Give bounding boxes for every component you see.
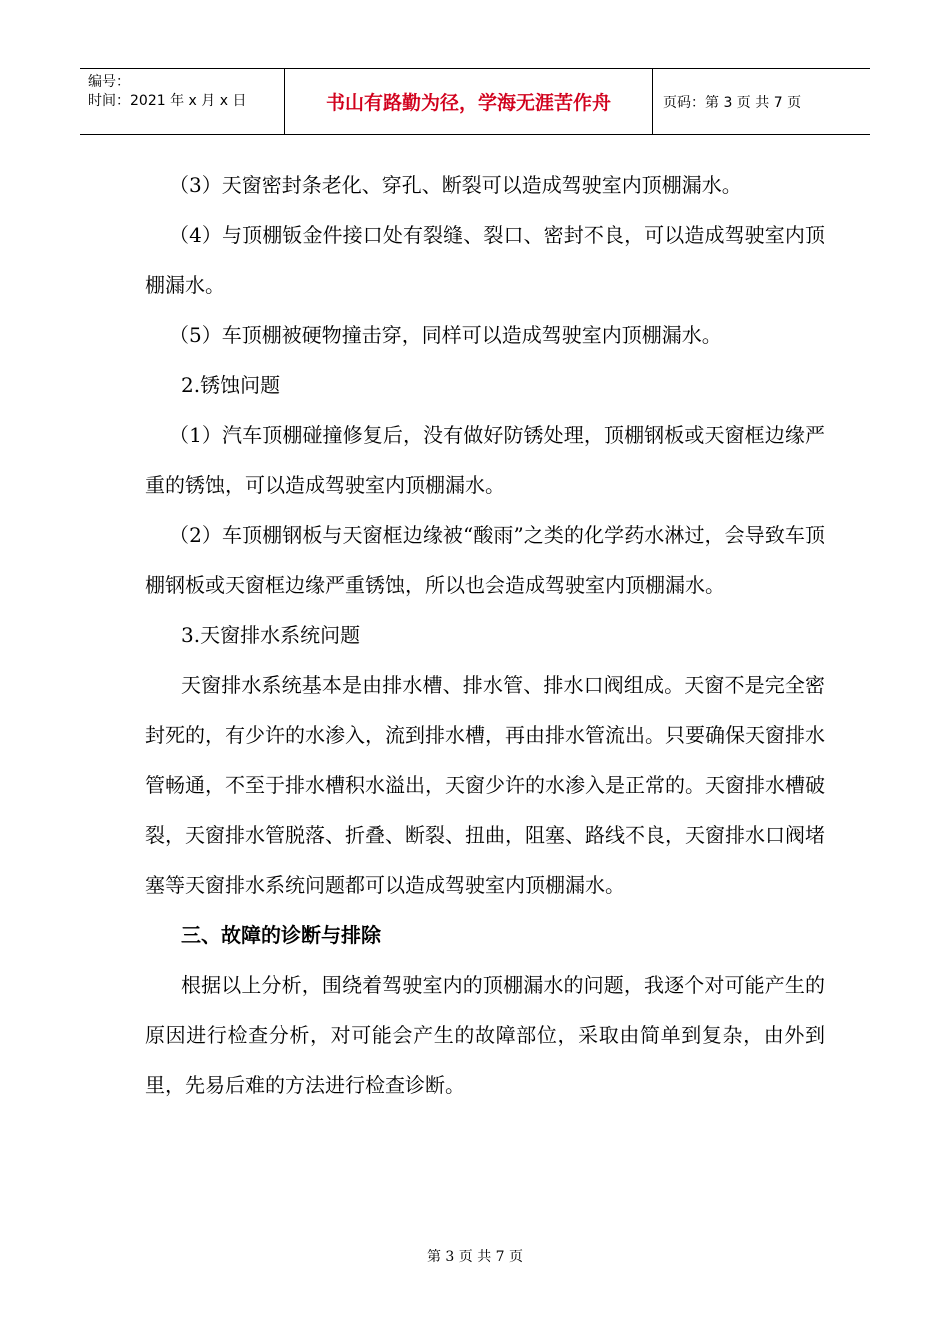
paragraph-item-4: （4）与顶棚钣金件接口处有裂缝、裂口、密封不良，可以造成驾驶室内顶棚漏水。 xyxy=(145,223,825,297)
document-body xyxy=(145,160,825,1110)
header-page-number: 页码：第 3 页 共 7 页 xyxy=(663,94,802,111)
paragraph-item-3: （3）天窗密封条老化、穿孔、断裂可以造成驾驶室内顶棚漏水。 xyxy=(169,173,742,197)
paragraph-drainage: 天窗排水系统基本是由排水槽、排水管、排水口阀组成。天窗不是完全密封死的，有少许的水渗入，流到排水槽，再由排水管流出。只要确保天窗排水管畅通，不至于排水槽积水溢出，天窗少许的水渗入是正常的。天窗排水槽破裂，天窗排水管脱落、折叠、断裂、扭曲，阻塞、路线不良，天窗排水口阀堵塞等天窗排水系统问题都可以造成驾驶室内顶棚漏水。 xyxy=(145,673,825,897)
header-motto-cell xyxy=(285,69,653,134)
paragraph-rust-1: （1）汽车顶棚碰撞修复后，没有做好防锈处理，顶棚钢板或天窗框边缘严重的锈蚀，可以造成驾驶室内顶棚漏水。 xyxy=(145,423,825,497)
section-heading-drainage: 3.天窗排水系统问题 xyxy=(181,623,361,647)
paragraph-item-5: （5）车顶棚被硬物撞击穿，同样可以造成驾驶室内顶棚漏水。 xyxy=(169,323,722,347)
section-heading-rust: 2.锈蚀问题 xyxy=(181,373,281,397)
header-page-cell xyxy=(653,69,870,134)
document-time-label: 时间：2021 年 x 月 x 日 xyxy=(88,93,247,109)
page-header xyxy=(80,68,870,135)
paragraph-rust-2: （2）车顶棚钢板与天窗框边缘被“酸雨”之类的化学药水淋过，会导致车顶棚钢板或天窗框边缘严重锈蚀，所以也会造成驾驶室内顶棚漏水。 xyxy=(145,523,825,597)
paragraph-diagnosis: 根据以上分析，围绕着驾驶室内的顶棚漏水的问题，我逐个对可能产生的原因进行检查分析，对可能会产生的故障部位，采取由简单到复杂，由外到里，先易后难的方法进行检查诊断。 xyxy=(145,973,825,1097)
header-motto: 书山有路勤为径，学海无涯苦作舟 xyxy=(325,92,611,114)
section-heading-diagnosis: 三、故障的诊断与排除 xyxy=(181,923,381,947)
page-footer: 第 3 页 共 7 页 xyxy=(426,1249,524,1265)
header-info xyxy=(80,69,285,134)
document-number-label: 编号： xyxy=(88,74,130,90)
